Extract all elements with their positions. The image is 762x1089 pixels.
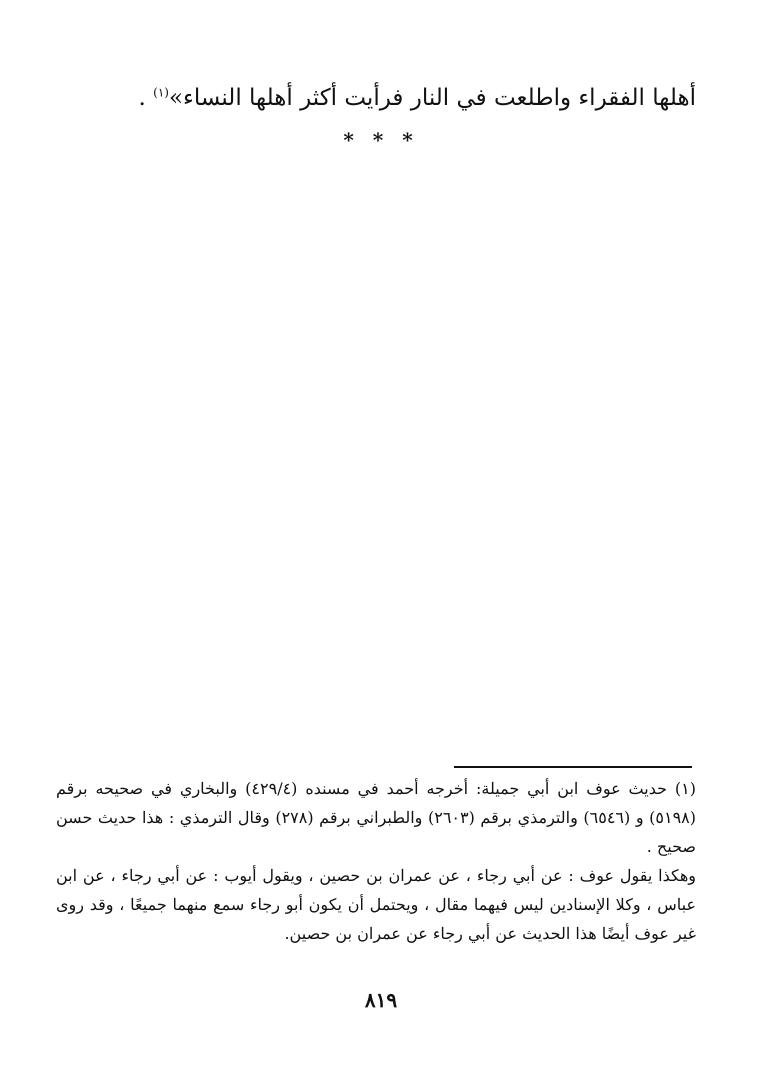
- page-number: ٨١٩: [364, 988, 398, 1012]
- footnote-divider: [454, 766, 692, 768]
- footnote-paragraph-1: (١) حديث عوف ابن أبي جميلة: أخرجه أحمد في مسنده (٤٢٩/٤) والبخاري في صحيحه برقم (٥١٩٨) و (٦٥٤٦) والترمذي برقم (٢٦٠٣) والطبراني برقم (٢٧٨) وقال الترمذي : هذا حديث حسن صحيح .: [56, 779, 697, 856]
- main-text-end-mark: .: [138, 85, 154, 111]
- main-text-body: أهلها الفقراء واطلعت في النار فرأيت أكثر أهلها النساء»: [168, 85, 696, 111]
- section-separator: * * *: [343, 128, 419, 152]
- footnotes-block: [56, 774, 696, 948]
- main-text-line: [76, 78, 696, 118]
- footnote-reference[interactable]: (١): [153, 85, 169, 100]
- footnote-paragraph-2: وهكذا يقول عوف : عن أبي رجاء ، عن عمران بن حصين ، ويقول أيوب : عن أبي رجاء ، عن ابن عباس ، وكلا الإسنادين ليس فيهما مقال ، ويحتمل أن يكون أبو رجاء سمع منهما جميعًا ، وقد روى غير عوف أيضًا هذا الحديث عن أبي رجاء عن عمران بن حصين.: [56, 866, 697, 943]
